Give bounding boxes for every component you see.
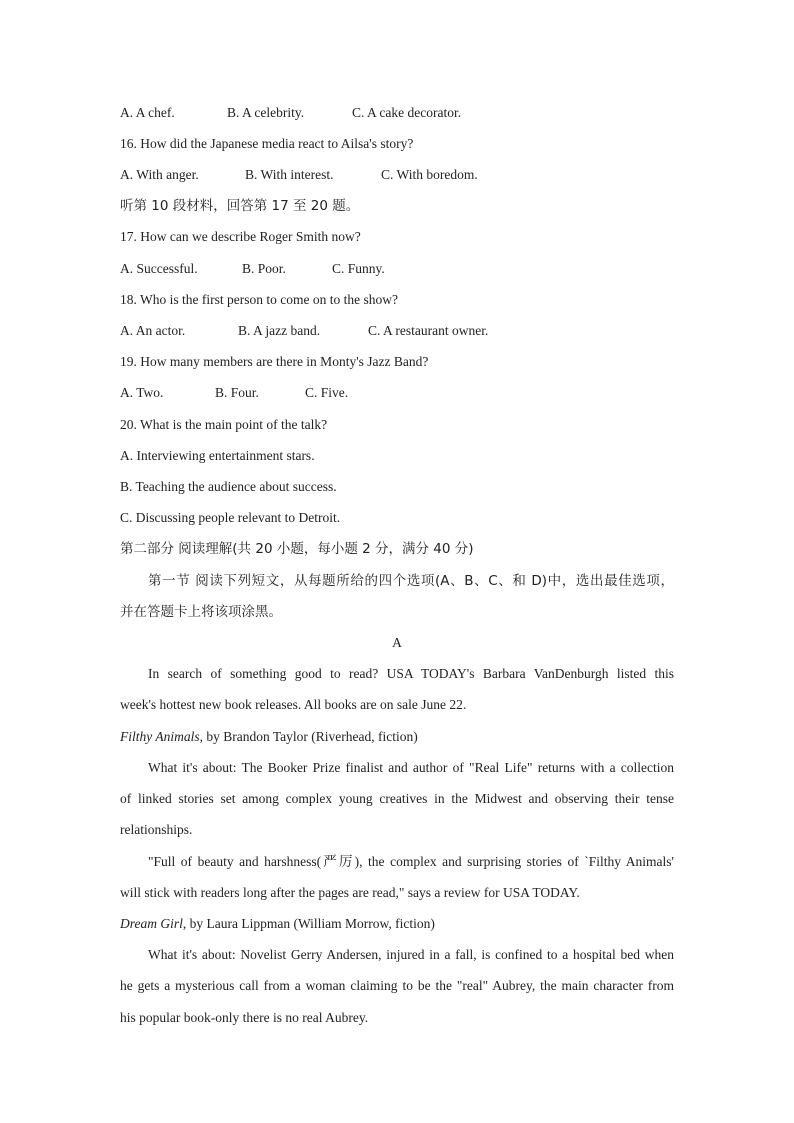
q16-stem: 16. How did the Japanese media react to Ailsa's story? (120, 136, 414, 151)
q16-option-b: B. With interest. (245, 167, 334, 182)
q20-option-a: A. Interviewing entertainment stars. (120, 448, 315, 463)
q16-option-a: A. With anger. (120, 167, 199, 182)
book-1-about-line-1: What it's about: The Booker Prize finalist and author of "Real Life" returns with a collection (148, 760, 674, 775)
q19-options (120, 384, 348, 402)
q16-options (120, 166, 478, 184)
q19-option-a: A. Two. (120, 385, 164, 400)
q18-option-b: B. A jazz band. (238, 323, 321, 338)
book-1-about-line-3: relationships. (120, 822, 193, 837)
book-2-byline: , by Laura Lippman (William Morrow, fiction) (182, 916, 435, 931)
intro-line-1: In search of something good to read? USA TODAY's Barbara VanDenburgh listed this (148, 666, 674, 681)
book-2-title: Dream Girl (120, 916, 183, 931)
book-1-heading (120, 728, 418, 746)
q17-option-b: B. Poor. (242, 261, 286, 276)
book-1-review-line-1: "Full of beauty and harshness(严厉), the complex and surprising stories of `Filthy Animals' (148, 854, 674, 869)
section-1-instruction-line-2: 并在答题卡上将该项涂黑。 (120, 604, 282, 620)
part-2-heading: 第二部分 阅读理解(共 20 小题，每小题 2 分，满分 40 分) (120, 541, 474, 557)
q19-option-c: C. Five. (305, 385, 349, 400)
q20-stem: 20. What is the main point of the talk? (120, 417, 328, 432)
book-2-about-line-3: his popular book-only there is no real Aubrey. (120, 1010, 369, 1025)
book-2-about-line-1: What it's about: Novelist Gerry Andersen, injured in a fall, is confined to a hospital bed when (148, 947, 674, 962)
q15-options (120, 104, 461, 122)
q18-stem: 18. Who is the first person to come on to the show? (120, 292, 398, 307)
book-2-heading (120, 915, 435, 933)
passage-label: A (392, 635, 402, 650)
q15-option-b: B. A celebrity. (227, 105, 305, 120)
book-1-title: Filthy Animals (120, 729, 200, 744)
q17-option-a: A. Successful. (120, 261, 198, 276)
q18-options (120, 322, 488, 340)
q17-options (120, 260, 385, 278)
q15-option-a: A. A chef. (120, 105, 175, 120)
book-1-about-line-2: of linked stories set among complex young creatives in the Midwest and observing their tense (120, 791, 674, 806)
q17-stem: 17. How can we describe Roger Smith now? (120, 229, 361, 244)
q18-option-c: C. A restaurant owner. (368, 323, 489, 338)
q18-option-a: A. An actor. (120, 323, 186, 338)
book-2-about-line-2: he gets a mysterious call from a woman claiming to be the "real" Aubrey, the main character from (120, 978, 674, 993)
q20-option-b: B. Teaching the audience about success. (120, 479, 337, 494)
q19-stem: 19. How many members are there in Monty's Jazz Band? (120, 354, 429, 369)
q19-option-b: B. Four. (215, 385, 259, 400)
section-10-instruction: 听第 10 段材料，回答第 17 至 20 题。 (120, 198, 360, 214)
intro-line-2: week's hottest new book releases. All books are on sale June 22. (120, 697, 467, 712)
book-1-review-line-2: will stick with readers long after the pages are read," says a review for USA TODAY. (120, 885, 580, 900)
q17-option-c: C. Funny. (332, 261, 385, 276)
q15-option-c: C. A cake decorator. (352, 105, 462, 120)
q16-option-c: C. With boredom. (381, 167, 478, 182)
section-1-instruction-line-1: 第一节 阅读下列短文，从每题所给的四个选项(A、B、C、和 D)中，选出最佳选项， (148, 573, 674, 589)
q20-option-c: C. Discussing people relevant to Detroit. (120, 510, 341, 525)
book-1-byline: , by Brandon Taylor (Riverhead, fiction) (199, 729, 418, 744)
